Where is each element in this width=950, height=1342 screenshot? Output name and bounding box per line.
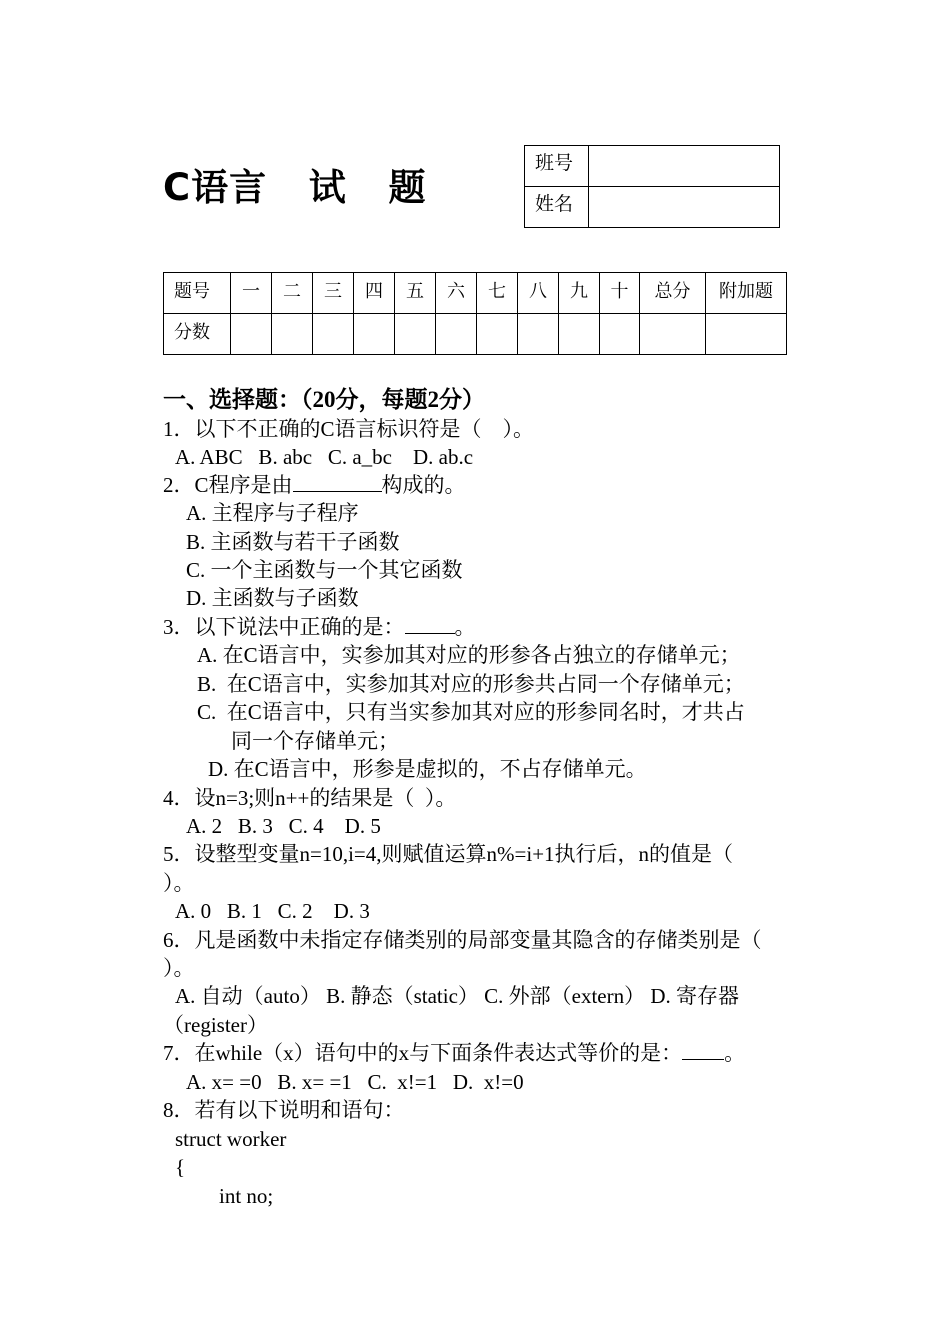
score-cell[interactable]: [559, 314, 600, 355]
score-cell[interactable]: [354, 314, 395, 355]
question-2-answer-blank: [293, 471, 382, 492]
question-3-option-a: A. 在C语言中，实参加其对应的形参各占独立的存储单元；: [197, 643, 741, 667]
question-6-stem-line1: 6．凡是函数中未指定存储类别的局部变量其隐含的存储类别是（: [163, 928, 762, 952]
question-8-code-line-2: {: [175, 1155, 186, 1179]
score-table: [163, 272, 787, 355]
score-cell-total[interactable]: [640, 314, 706, 355]
question-8-stem: 8．若有以下说明和语句：: [163, 1098, 405, 1122]
question-3-option-d: D. 在C语言中，形参是虚拟的，不占存储单元。: [208, 757, 647, 781]
question-3-stem-end: 。: [454, 615, 476, 639]
score-cell[interactable]: [272, 314, 313, 355]
exam-title: C语言 试 题: [163, 166, 427, 209]
score-cell[interactable]: [313, 314, 354, 355]
header-cell-total: 总分: [640, 273, 706, 314]
question-7-stem-end: 。: [724, 1041, 746, 1065]
score-cell[interactable]: [518, 314, 559, 355]
score-cell-bonus[interactable]: [706, 314, 787, 355]
header-cell: 一: [231, 273, 272, 314]
header-cell: 二: [272, 273, 313, 314]
question-7-answer-blank: [682, 1039, 724, 1060]
header-cell: 四: [354, 273, 395, 314]
question-6-stem-line2: ）。: [163, 956, 195, 980]
question-5-stem-line2: ）。: [163, 871, 195, 895]
question-3-stem-start: 3．以下说法中正确的是：: [163, 615, 405, 639]
question-3-option-c-line2: 同一个存储单元；: [231, 729, 399, 753]
question-3-stem: [163, 613, 476, 641]
student-name-label: 姓名: [525, 187, 589, 228]
question-3-answer-blank: [405, 613, 455, 634]
header-cell-question-number: 题号: [164, 273, 231, 314]
score-cell[interactable]: [477, 314, 518, 355]
score-table-score-row: [164, 314, 787, 355]
question-1-stem: 1．以下不正确的C语言标识符是（ ）。: [163, 417, 535, 441]
question-3-option-c-line1: C. 在C语言中，只有当实参加其对应的形参同名时，才共占: [197, 700, 745, 724]
question-8-code-line-3: int no;: [219, 1184, 274, 1208]
question-2-option-d: D. 主函数与子函数: [186, 586, 359, 610]
header-cell: 八: [518, 273, 559, 314]
header-cell: 五: [395, 273, 436, 314]
question-4-stem: 4．设n=3;则n++的结果是（ ）。: [163, 786, 457, 810]
score-row-label: 分数: [164, 314, 231, 355]
student-info-table: [524, 145, 780, 228]
question-1-options: A. ABC B. abc C. a_bc D. ab.c: [175, 445, 474, 469]
score-cell[interactable]: [436, 314, 477, 355]
question-6-options-line2: （register）: [163, 1013, 268, 1037]
question-5-options: A. 0 B. 1 C. 2 D. 3: [175, 899, 370, 923]
question-2-stem: [163, 471, 466, 499]
header-cell: 六: [436, 273, 477, 314]
question-4-options: A. 2 B. 3 C. 4 D. 5: [186, 814, 381, 838]
question-7-options: A. x= =0 B. x= =1 C. x!=1 D. x!=0: [186, 1070, 524, 1094]
header-cell-bonus: 附加题: [706, 273, 787, 314]
question-8-code-line-1: struct worker: [175, 1127, 287, 1151]
question-3-option-b: B. 在C语言中，实参加其对应的形参共占同一个存储单元；: [197, 672, 745, 696]
score-cell[interactable]: [600, 314, 640, 355]
section-heading-multiple-choice: 一、选择题：（20分，每题2分）: [163, 387, 485, 412]
question-7-stem-start: 7．在while（x）语句中的x与下面条件表达式等价的是：: [163, 1041, 683, 1065]
question-2-stem-start: 2．C程序是由: [163, 473, 293, 497]
question-6-options-line1: A. 自动（auto） B. 静态（static） C. 外部（extern） D. 寄存器: [175, 984, 740, 1008]
header-cell: 十: [600, 273, 640, 314]
student-name-field[interactable]: [589, 187, 780, 228]
class-number-field[interactable]: [589, 146, 780, 187]
question-7-stem: [163, 1039, 745, 1067]
header-cell: 九: [559, 273, 600, 314]
question-5-stem-line1: 5．设整型变量n=10,i=4,则赋值运算n%=i+1执行后，n的值是（: [163, 842, 734, 866]
question-2-option-b: B. 主函数与若干子函数: [186, 530, 400, 554]
class-number-label: 班号: [525, 146, 589, 187]
header-cell: 七: [477, 273, 518, 314]
score-cell[interactable]: [395, 314, 436, 355]
score-cell[interactable]: [231, 314, 272, 355]
question-2-option-a: A. 主程序与子程序: [186, 501, 359, 525]
header-cell: 三: [313, 273, 354, 314]
score-table-header-row: [164, 273, 787, 314]
question-2-option-c: C. 一个主函数与一个其它函数: [186, 558, 463, 582]
question-2-stem-end: 构成的。: [381, 473, 466, 497]
